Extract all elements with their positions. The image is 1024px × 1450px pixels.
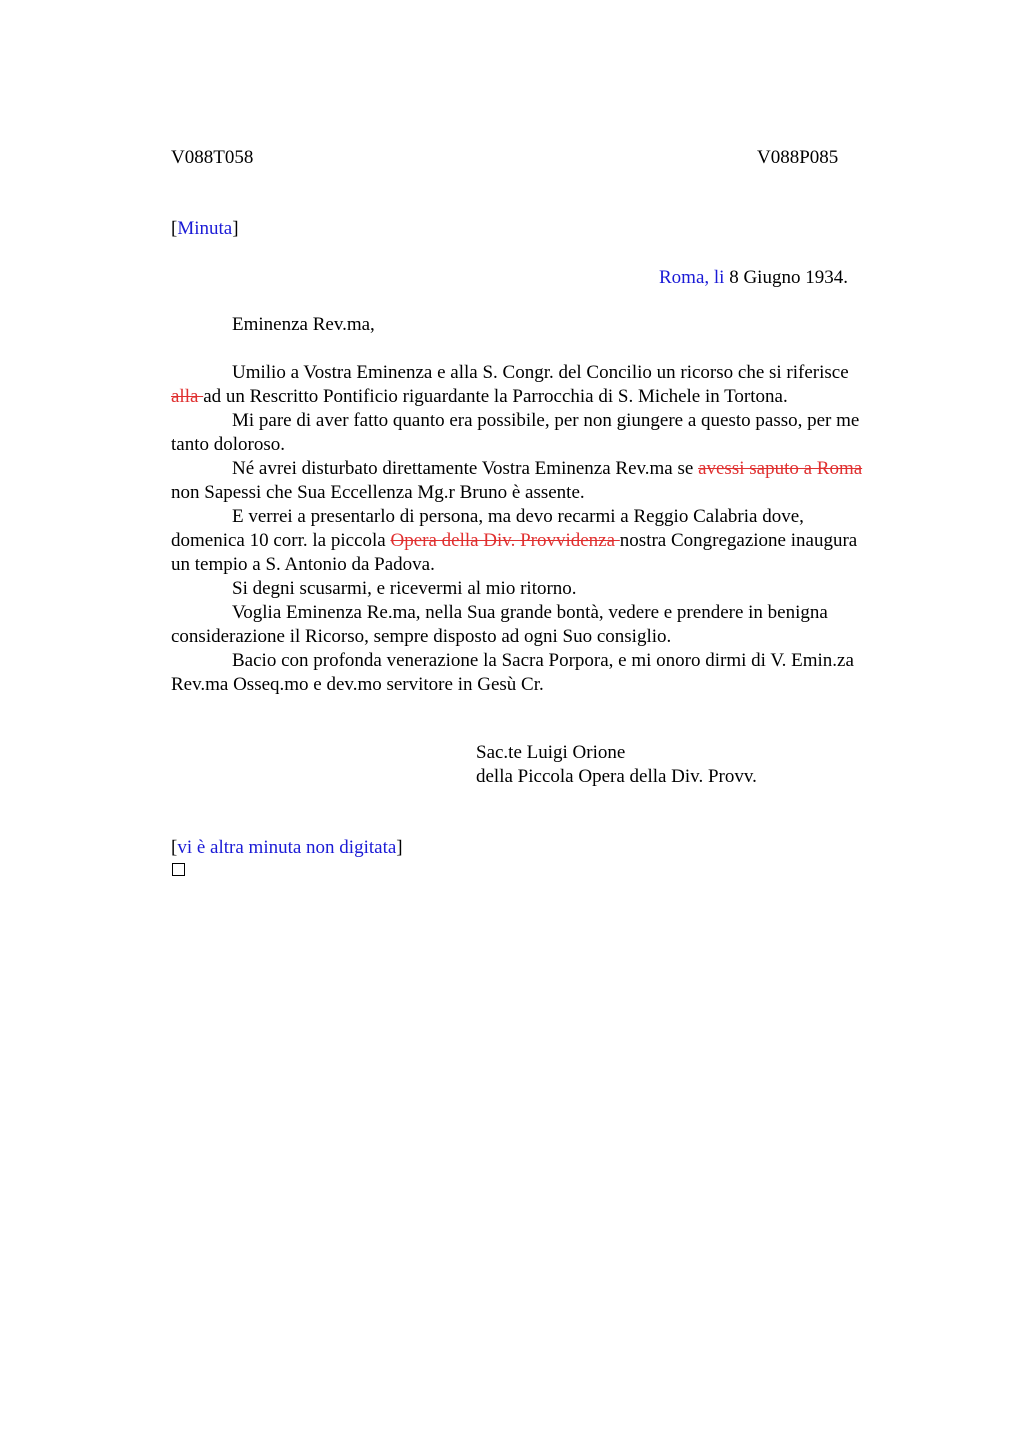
code-right: V088P085 [757, 147, 839, 168]
date-place: Roma, li [659, 267, 725, 288]
signature-org: della Piccola Opera della Div. Provv. [476, 766, 757, 787]
date-value: 8 Giugno 1934. [729, 267, 848, 288]
deleted-text: avessi saputo a Roma [698, 458, 863, 479]
deleted-text: Opera della Div. Provvidenza [390, 530, 620, 551]
square-marker-icon [172, 863, 185, 876]
salutation: Eminenza Rev.ma, [232, 314, 375, 335]
minuta-label: [Minuta] [171, 218, 239, 239]
deleted-text: alla [171, 386, 204, 407]
date-line [659, 266, 848, 290]
code-left: V088T058 [171, 147, 254, 168]
signature-name: Sac.te Luigi Orione [476, 742, 626, 763]
footer-note: [vi è altra minuta non digitata] [171, 837, 403, 858]
letter-body: Umilio a Vostra Eminenza e alla S. Congr. del Concilio un ricorso che si riferisce alla ad un Rescritto Pontificio riguardante la Parrocchia di S. Michele in Tortona. Mi pare di aver fatto quanto era possibile, per non giungere a questo passo, per me tanto doloroso. Né avrei disturbato direttamente Vostra Eminenza Rev.ma se avessi saputo a Roma non Sapessi che Sua Eccellenza Mg.r Bruno è assente. E verrei a presentarlo di persona, ma devo recarmi a Reggio Calabria dove, domenica 10 corr. la piccola Opera della Div. Provvidenza nostra Congregazione inaugura un tempio a S. Antonio da Padova. Si degni scusarmi, e ricevermi al mio ritorno. Voglia Eminenza Re.ma, nella Sua grande bontà, vedere e prendere in benigna considerazione il Ricorso, sempre disposto ad ogni Suo consiglio. Bacio con profonda venerazione la Sacra Porpora, e mi onoro dirmi di V. Emin.za Rev.ma Osseq.mo e dev.mo servitore in Gesù Cr. [171, 362, 863, 695]
